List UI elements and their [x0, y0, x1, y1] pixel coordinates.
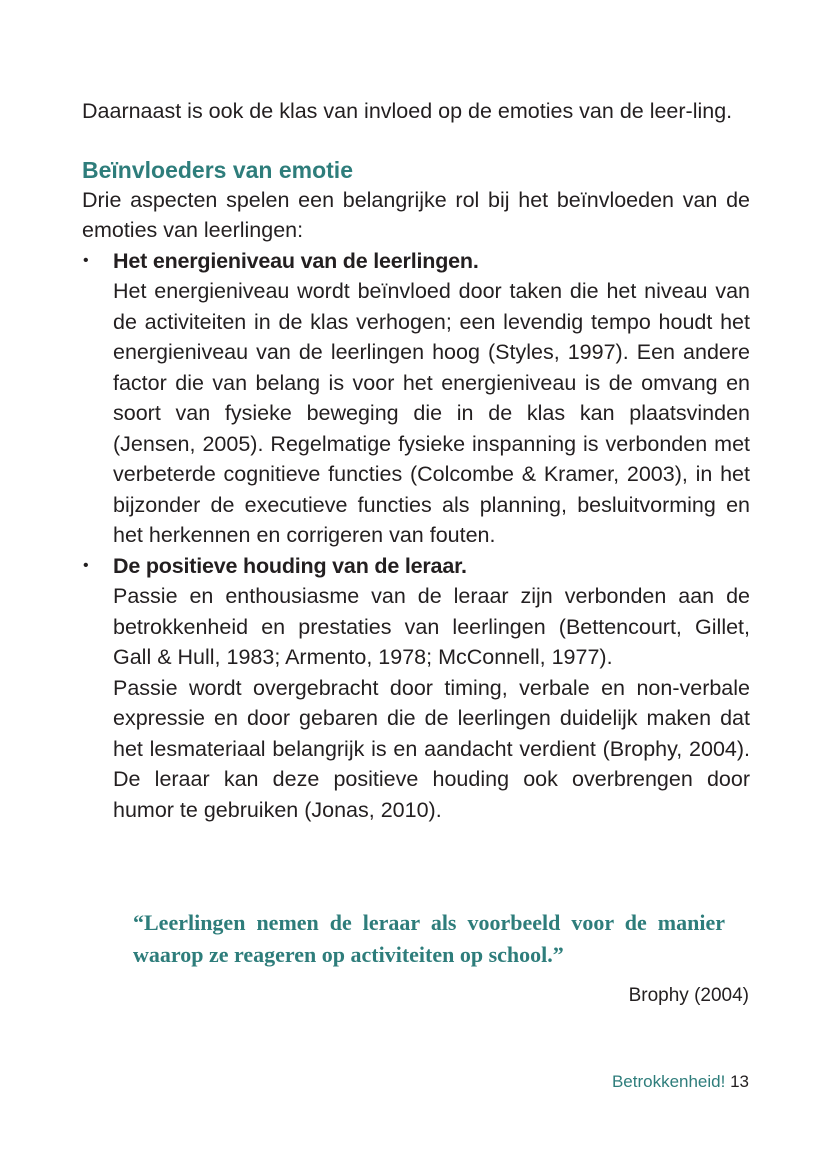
bullet-item-energy — [82, 246, 750, 551]
bullet-item-attitude — [82, 551, 750, 826]
bullet-paragraph: Passie wordt overgebracht door timing, verbale en non-verbale expressie en door gebaren die de leerlingen duidelijk maken dat het lesmateriaal belangrijk is en aandacht verdient (Brophy, 2004). De leraar kan deze positieve houding ook overbrengen door humor te gebruiken (Jonas, 2010). — [113, 675, 750, 822]
bullet-paragraph: Passie en enthousiasme van de leraar zijn verbonden aan de betrokkenheid en prestaties van leerlingen (Bettencourt, Gillet, Gall & Hull, 1983; Armento, 1978; McConnell, 1977). — [113, 584, 750, 669]
quote-author: Brophy (2004) — [628, 985, 749, 1006]
intro-paragraph: Daarnaast is ook de klas van invloed op de emoties van de leer-ling. — [82, 99, 733, 123]
page-footer — [612, 1070, 749, 1094]
bullet-icon: • — [83, 556, 89, 574]
bullet-title: De positieve houding van de leraar. — [113, 553, 467, 578]
section-lead: Drie aspecten spelen een belangrijke rol bij het beïnvloeden van de emoties van leerlingen: — [82, 187, 750, 242]
page-body — [82, 96, 750, 825]
bullet-icon: • — [83, 251, 89, 269]
bullet-paragraph: Het energieniveau wordt beïnvloed door taken die het niveau van de activiteiten in de klas verhogen; een levendig tempo houdt het energieniveau van de leerlingen hoog (Styles, 1997). Een andere factor die van belang is voor het energieniveau is de omvang en soort van fysieke beweging die in de klas kan plaatsvinden (Jensen, 2005). Regelmatige fysieke inspanning is verbonden met verbeterde cognitieve functies (Colcombe & Kramer, 2003), in het bijzonder de executieve functies als planning, besluitvorming en het herkennen en corrigeren van fouten. — [113, 279, 750, 547]
page-number: 13 — [730, 1072, 749, 1091]
pull-quote: “Leerlingen nemen de leraar als voorbeeld voor de manier waarop ze reageren op activiteiten op school.” — [133, 910, 725, 967]
book-title: Betrokkenheid! — [611, 1072, 726, 1091]
section-heading: Beïnvloeders van emotie — [82, 156, 353, 183]
bullet-title: Het energieniveau van de leerlingen. — [113, 248, 479, 273]
